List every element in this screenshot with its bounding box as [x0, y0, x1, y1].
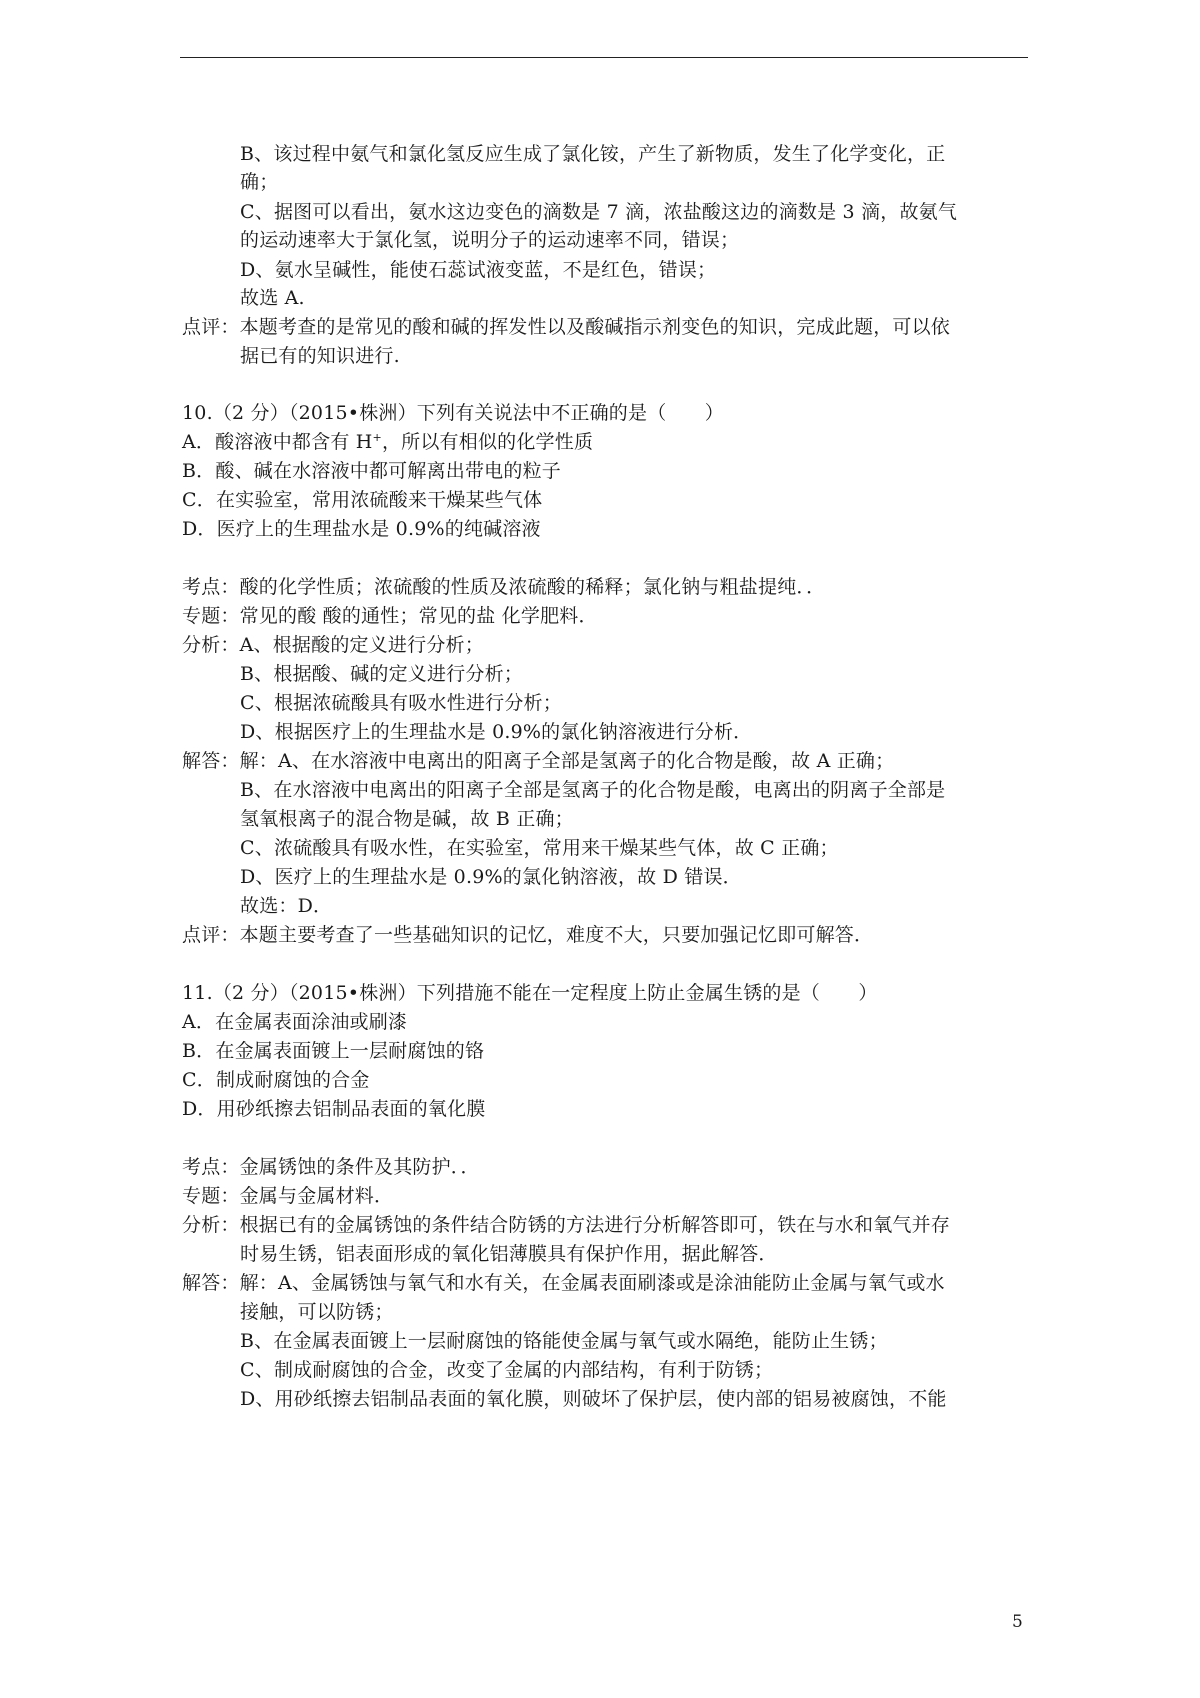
q10-jieda-c: C、浓硫酸具有吸水性，在实验室，常用来干燥某些气体，故 C 正确； — [240, 837, 839, 859]
q11-jieda-a-line2: 接触，可以防锈； — [240, 1301, 394, 1323]
q11-jieda-a-line1: 解答：解：A、金属锈蚀与氧气和水有关，在金属表面刷漆或是涂油能防止金属与氧气或水 — [182, 1272, 945, 1294]
q11-jieda-b: B、在金属表面镀上一层耐腐蚀的铬能使金属与氧气或水隔绝，能防止生锈； — [240, 1330, 888, 1352]
q10-jieda-b-line1: B、在水溶液中电离出的阳离子全部是氢离子的化合物是酸，电离出的阴离子全部是 — [240, 779, 946, 801]
q10-option-a — [182, 430, 593, 454]
q10-fenxi-c: C、根据浓硫酸具有吸水性进行分析； — [240, 692, 562, 714]
q9-review-line1: 点评：本题考查的是常见的酸和碱的挥发性以及酸碱指示剂变色的知识，完成此题，可以依 — [182, 316, 951, 338]
q10-kaodian: 考点：酸的化学性质；浓硫酸的性质及浓硫酸的稀释；氯化钠与粗盐提纯．． — [182, 576, 826, 598]
q10-jieda-b-line2: 氢氧根离子的混合物是碱，故 B 正确； — [240, 808, 574, 830]
q11-jieda-c: C、制成耐腐蚀的合金，改变了金属的内部结构，有利于防锈； — [240, 1359, 774, 1381]
q9-analysis-c-line1: C、据图可以看出，氨水这边变色的滴数是 7 滴，浓盐酸这边的滴数是 3 滴，故氨气 — [240, 201, 958, 223]
q10-stem: 10.（2 分）（2015•株洲）下列有关说法中不正确的是（ ） — [182, 402, 725, 424]
q11-option-b: B．在金属表面镀上一层耐腐蚀的铬 — [182, 1040, 485, 1062]
q10-jieda-d: D、医疗上的生理盐水是 0.9%的氯化钠溶液，故 D 错误． — [240, 866, 742, 888]
q11-zhuanti: 专题：金属与金属材料． — [182, 1185, 394, 1207]
q11-option-d: D．用砂纸擦去铝制品表面的氧化膜 — [182, 1098, 486, 1120]
q11-stem: 11.（2 分）（2015•株洲）下列措施不能在一定程度上防止金属生锈的是（ ） — [182, 982, 878, 1004]
q11-kaodian: 考点：金属锈蚀的条件及其防护．． — [182, 1156, 480, 1178]
page-number: 5 — [1012, 1612, 1023, 1632]
q10-jieda-a: 解答：解：A、在水溶液中电离出的阳离子全部是氢离子的化合物是酸，故 A 正确； — [182, 750, 895, 772]
q10-choice: 故选：D． — [240, 895, 333, 917]
q10-zhuanti: 专题：常见的酸 酸的通性；常见的盐 化学肥料． — [182, 605, 598, 627]
q10-fenxi-d: D、根据医疗上的生理盐水是 0.9%的氯化钠溶液进行分析． — [240, 721, 753, 743]
q9-analysis-c-line2: 的运动速率大于氯化氢，说明分子的运动速率不同，错误； — [240, 229, 740, 251]
q9-analysis-b-line2: 确； — [240, 171, 279, 193]
header-rule — [180, 57, 1028, 58]
q9-review-line2: 据已有的知识进行. — [240, 345, 400, 367]
q11-option-a: A．在金属表面涂油或刷漆 — [182, 1011, 408, 1033]
q10-fenxi-a: 分析：A、根据酸的定义进行分析； — [182, 634, 484, 656]
q11-fenxi-line1: 分析：根据已有的金属锈蚀的条件结合防锈的方法进行分析解答即可，铁在与水和氧气并存 — [182, 1214, 951, 1236]
q10-option-a-pre: A．酸溶液中都含有 H — [182, 431, 373, 453]
q9-analysis-d-line: D、氨水呈碱性，能使石蕊试液变蓝，不是红色，错误； — [240, 259, 717, 281]
q10-option-c: C．在实验室，常用浓硫酸来干燥某些气体 — [182, 489, 543, 511]
q10-option-a-sup: + — [372, 431, 382, 444]
q11-jieda-d: D、用砂纸擦去铝制品表面的氧化膜，则破坏了保护层，使内部的铝易被腐蚀，不能 — [240, 1388, 947, 1410]
q10-review: 点评：本题主要考查了一些基础知识的记忆，难度不大，只要加强记忆即可解答． — [182, 924, 874, 946]
q10-option-d: D．医疗上的生理盐水是 0.9%的纯碱溶液 — [182, 518, 541, 540]
q11-fenxi-line2: 时易生锈，铝表面形成的氧化铝薄膜具有保护作用，据此解答． — [240, 1243, 778, 1265]
q10-option-b: B．酸、碱在水溶液中都可解离出带电的粒子 — [182, 460, 561, 482]
q9-analysis-b-line1: B、该过程中氨气和氯化氢反应生成了氯化铵，产生了新物质，发生了化学变化，正 — [240, 143, 946, 165]
q10-option-a-post: ，所以有相似的化学性质 — [381, 431, 594, 453]
q11-option-c: C．制成耐腐蚀的合金 — [182, 1069, 370, 1091]
q9-choice: 故选 A. — [240, 287, 305, 309]
q10-fenxi-b: B、根据酸、碱的定义进行分析； — [240, 663, 523, 685]
